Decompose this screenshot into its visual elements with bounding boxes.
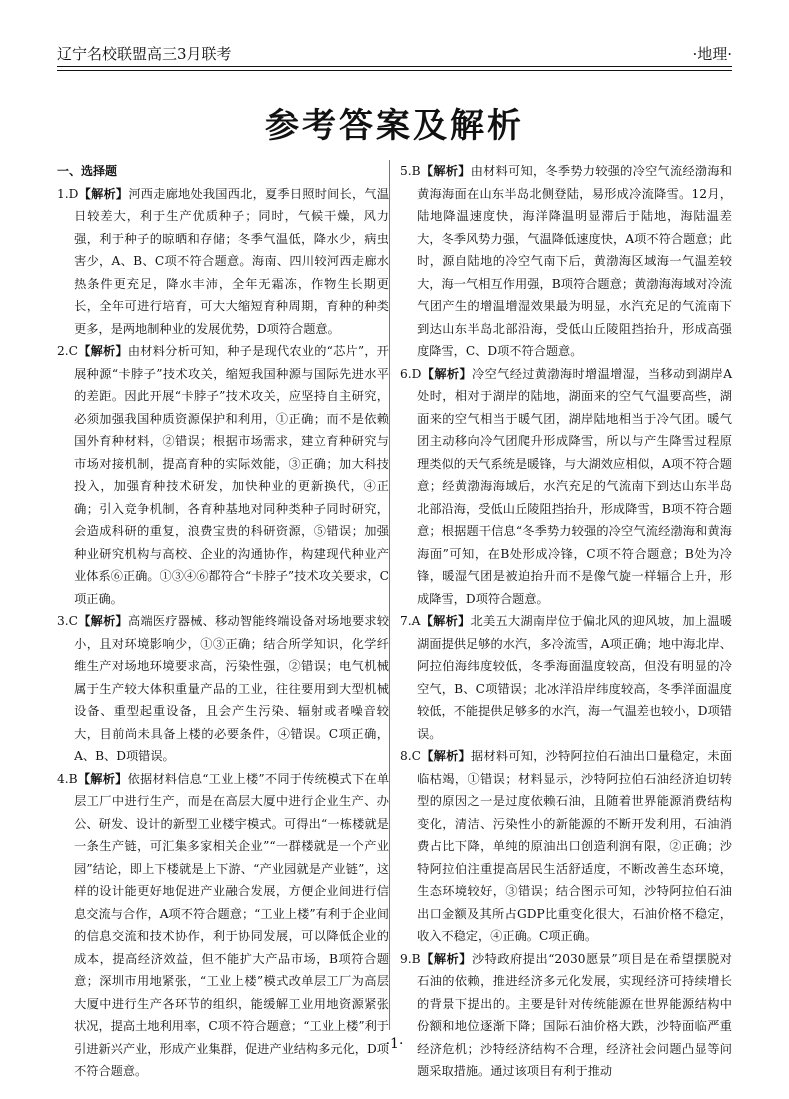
answer-item-8 xyxy=(400,745,732,948)
answer-text: 由材料分析可知，种子是现代农业的“芯片”，开展种源“卡脖子”技术攻关，缩短我国种源与国际先进水平的差距。因此开展“卡脖子”技术攻关，应坚持自主研究，必须加强我国种质资源保护和利用，①正确；而不是依赖国外育种材料，②错误；根据市场需求，建立育种研究与市场对接机制，提高育种的实际效能，③正确；加大科技投入，加强育种技术研发，加快种业的更新换代，④正确；引入竞争机制，各育种基地对同种类种子同时研究，会造成科研的重复，浪费宝贵的科研资源，⑤错误；加强种业研究机构与高校、企业的沟通协作，构建现代种业产业体系⑥正确。①③④⑥都符合“卡脖子”技术攻关要求，C项正确。 xyxy=(74,344,389,606)
answer-text: 河西走廊地处我国西北，夏季日照时间长，气温日较差大，利于生产优质种子；同时，气候干燥，风力强，利于种子的晾晒和存储；冬季气温低，降水少，病虫害少，A、B、C项不符合题意。海南、四川较河西走廊水热条件更充足，降水丰沛，全年无霜冻，作物生长期更长，全年可进行培育，可大大缩短育种周期，育种的种类更多，是两地制种业的发展优势，D项符合题意。 xyxy=(74,186,390,336)
answer-number: 4.B xyxy=(57,771,78,786)
analysis-tag: 【解析】 xyxy=(420,614,471,628)
answer-number: 8.C xyxy=(400,749,421,763)
page-title: 参考答案及解析 xyxy=(265,106,524,146)
analysis-tag: 【解析】 xyxy=(77,614,128,628)
answer-item-7 xyxy=(400,610,732,745)
analysis-tag: 【解析】 xyxy=(420,749,471,763)
answer-number: 3.C xyxy=(57,614,78,628)
column-divider xyxy=(389,160,390,1030)
answer-text: 依据材料信息“工业上楼”不同于传统模式下在单层工厂中进行生产，而是在高层大厦中进行企业生产、办公、研发、设计的新型工业楼宇模式。可得出“一栋楼就是一条生产链，可汇集多家相关企业”“一群楼就是一个产业园”结论，即上下楼就是上下游、“产业园就是产业链”，这样的设计能更好地促进产业融合发展，方便企业间进行信息交流与合作，A项不符合题意；“工业上楼”有利于企业间的信息交流和技术协作，利于协同发展，可以降低企业的成本，提高经济效益，但不能扩大产品市场，B项符合题意；深圳市用地紧张，“工业上楼”模式改单层工厂为高层大厦中进行生产各环节的组织，能缓解工业用地资源紧张状况，提高土地利用率，C项不符合题意；“工业上楼”利于引进新兴产业，形成产业集群，促进产业结构多元化，D项不符合题意。 xyxy=(74,771,390,1078)
analysis-tag: 【解析】 xyxy=(77,771,128,786)
section-heading: 一、选择题 xyxy=(57,164,118,178)
answer-number: 9.B xyxy=(400,951,421,966)
page-header xyxy=(57,40,732,67)
answer-text: 由材料可知，冬季势力较强的冷空气流经渤海和黄海海面在山东半岛北侧登陆，易形成冷流降雪。12月，陆地降温速度快，海洋降温明显滞后于陆地，海陆温差大，冬季风势力强，气温降低速度快，A项不符合题意；此时，源自陆地的冷空气南下后，黄渤海区域海一气温差较大，海一气相互作用强，B项符合题意；黄渤海海域对冷流气团产生的增温增湿效果最为明显，水汽充足的气流南下到达山东半岛北部沿海，受低山丘陵阻挡抬升，形成高强度降雪，C、D项不符合题意。 xyxy=(417,164,732,358)
answer-item-6 xyxy=(400,363,732,611)
analysis-tag: 【解析】 xyxy=(420,164,471,178)
answer-text: 冷空气经过黄渤海时增温增湿，当移动到湖岸A处时，相对于湖岸的陆地，湖面来的空气气温要高些，湖面来的空气相当于暖气团，湖岸陆地相当于冷气团。暖气团主动移向冷气团爬升形成降雪，所以与产生降雪过程原理类似的天气系统是暖锋，与大湖效应相似，A项不符合题意；经黄渤海海域后，水汽充足的气流南下到达山东半岛北部沿海，受低山丘陵阻挡抬升，形成降雪，B项不符合题意；根据题干信息“冬季势力较强的冷空气流经渤海和黄海海面”可知，在B处形成冷锋，C项不符合题意；B处为冷锋，暖湿气团是被迫抬升而不是像气旋一样辐合上升，形成降雪，D项符合题意。 xyxy=(417,366,732,606)
analysis-tag: 【解析】 xyxy=(77,344,128,358)
answer-item-1 xyxy=(57,183,389,341)
right-column xyxy=(400,160,732,1083)
answer-number: 7.A xyxy=(400,614,421,628)
answer-item-5 xyxy=(400,160,732,363)
answer-text: 沙特政府提出“2030愿景”项目是在希望摆脱对石油的依赖，推进经济多元化发展，实现经济可持续增长的背景下提出的。主要是针对传统能源在世界能源结构中份额和地位逐渐下降；国际石油价格大跌，沙特面临严重经济危机；沙特经济结构不合理，经济社会问题凸显等问题采取措施。通过该项目有利于推动 xyxy=(417,951,732,1078)
answer-item-9 xyxy=(400,948,732,1083)
answer-text: 北美五大湖南岸位于偏北风的迎风坡，加上温暖湖面提供足够的水汽，多冷流雪，A项正确；地中海北岸、阿拉伯海纬度较低，冬季海面温度较高，但没有明显的冷空气，B、C项错误；北冰洋沿岸纬度较高，冬季洋面温度较低，不能提供足够多的水汽，海一气温差也较小，D项错误。 xyxy=(417,614,732,741)
page-number: ·1· xyxy=(385,1036,404,1052)
exam-name: 辽宁名校联盟高三3月联考 xyxy=(57,45,232,63)
answer-number: 2.C xyxy=(57,344,78,358)
answer-text: 据材料可知，沙特阿拉伯石油出口量稳定，未面临枯竭，①错误；材料显示，沙特阿拉伯石油经济迫切转型的原因之一是过度依赖石油，且随着世界能源消费结构变化，清洁、污染性小的新能源的不断开发利用，石油消费占比下降，单纯的原油出口创造利润有限，②正确；沙特阿拉伯注重提高居民生活舒适度，不断改善生态环境，生态环境较好，③错误；结合图示可知，沙特阿拉伯石油出口金额及其所占GDP比重变化很大，石油价格不稳定，收入不稳定，④正确。C项正确。 xyxy=(417,749,733,943)
answer-number: 6.D xyxy=(400,366,422,381)
answer-number: 1.D xyxy=(57,186,79,201)
answer-text: 高端医疗器械、移动智能终端设备对场地要求较小，且对环境影响少，①③正确；结合所学知识，化学纤维生产对场地环境要求高，污染性强，②错误；电气机械属于生产较大体积重量产品的工业，往往要用到大型机械设备、重型起重设备，且会产生污染、辐射或者噪音较大，目前尚未具备上楼的必要条件，④错误。C项正确，A、B、D项错误。 xyxy=(74,614,390,763)
analysis-tag: 【解析】 xyxy=(421,366,473,381)
answer-item-3 xyxy=(57,610,389,768)
subject-label: ·地理· xyxy=(692,45,732,63)
answer-item-2 xyxy=(57,340,389,610)
analysis-tag: 【解析】 xyxy=(420,951,472,966)
analysis-tag: 【解析】 xyxy=(78,186,129,201)
answer-number: 5.B xyxy=(400,164,421,178)
left-column xyxy=(57,160,389,1083)
